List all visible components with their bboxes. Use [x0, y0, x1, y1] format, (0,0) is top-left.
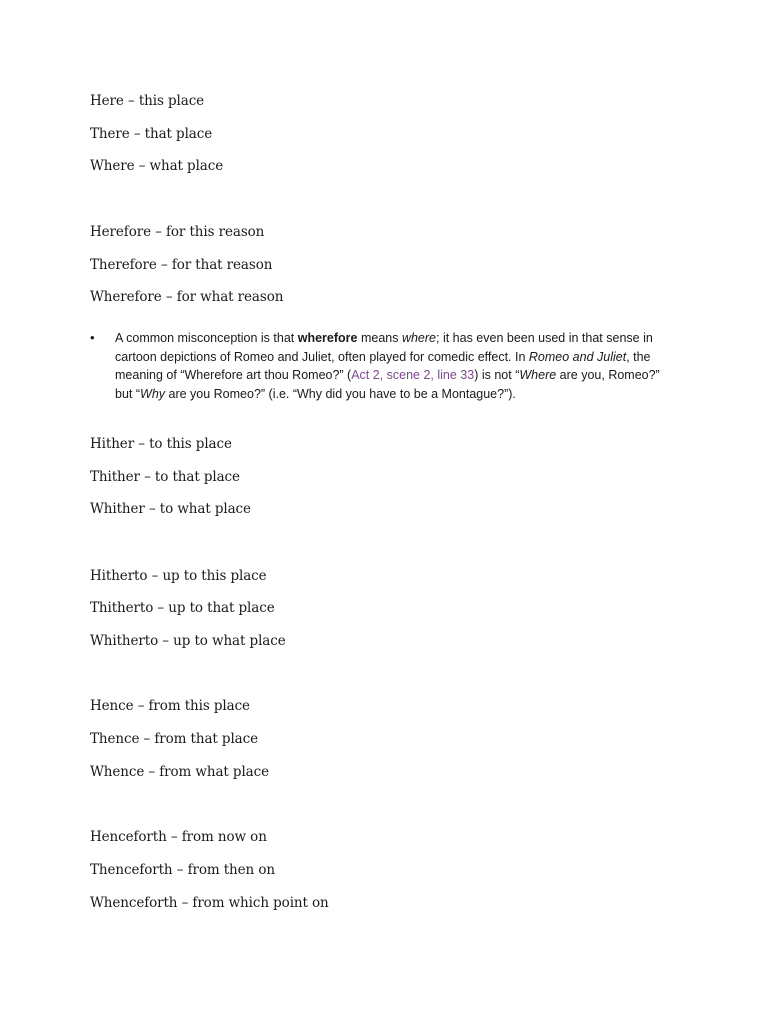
definition-hence: Hence – from this place: [90, 698, 250, 714]
note-bold-term: wherefore: [297, 331, 358, 345]
definition-thenceforth: Thenceforth – from then on: [90, 862, 275, 878]
note-text-segment: are you, Romeo?”: [556, 368, 660, 382]
definition-whither: Whither – to what place: [90, 501, 251, 517]
definition-hither: Hither – to this place: [90, 436, 232, 452]
note-italic-where: Where: [519, 368, 557, 382]
note-line-4: [115, 385, 675, 404]
definition-thitherto: Thitherto – up to that place: [90, 600, 275, 616]
definition-here: Here – this place: [90, 93, 205, 109]
definition-wherefore: Wherefore – for what reason: [90, 289, 284, 305]
note-text-segment: A common misconception is that: [115, 331, 298, 345]
note-text-segment: cartoon depictions of Romeo and Juliet, often played for comedic effect. In: [115, 349, 529, 364]
note-italic-title: Romeo and Juliet: [528, 349, 627, 364]
note-text-segment: ) is not “: [474, 368, 520, 382]
definition-hitherto: Hitherto – up to this place: [90, 568, 267, 584]
note-italic-term: where: [401, 331, 436, 345]
definition-henceforth: Henceforth – from now on: [90, 829, 267, 845]
definition-there: There – that place: [90, 126, 213, 142]
act-scene-link[interactable]: Act 2, scene 2, line 33: [351, 368, 475, 382]
definition-where: Where – what place: [90, 158, 224, 174]
note-text-segment: means: [357, 331, 402, 345]
bullet-icon: •: [90, 330, 95, 345]
note-line-1: [115, 329, 675, 348]
note-text: [115, 329, 675, 403]
note-line-3: [115, 366, 675, 385]
note-text-segment: , the: [626, 349, 651, 364]
definition-whitherto: Whitherto – up to what place: [90, 633, 286, 649]
note-text-segment: but “: [115, 386, 141, 401]
note-italic-why: Why: [140, 386, 166, 401]
note-text-segment: meaning of “Wherefore art thou Romeo?” (: [115, 368, 352, 382]
note-text-segment: ; it has even been used in that sense in: [436, 331, 653, 345]
definition-whenceforth: Whenceforth – from which point on: [90, 895, 329, 911]
definition-thence: Thence – from that place: [90, 731, 258, 747]
definition-whence: Whence – from what place: [90, 764, 269, 780]
definition-thither: Thither – to that place: [90, 469, 240, 485]
definition-therefore: Therefore – for that reason: [90, 257, 273, 273]
definition-herefore: Herefore – for this reason: [90, 224, 265, 240]
note-line-2: [115, 348, 675, 367]
note-text-segment: are you Romeo?” (i.e. “Why did you have to be a Montague?”).: [165, 386, 516, 401]
